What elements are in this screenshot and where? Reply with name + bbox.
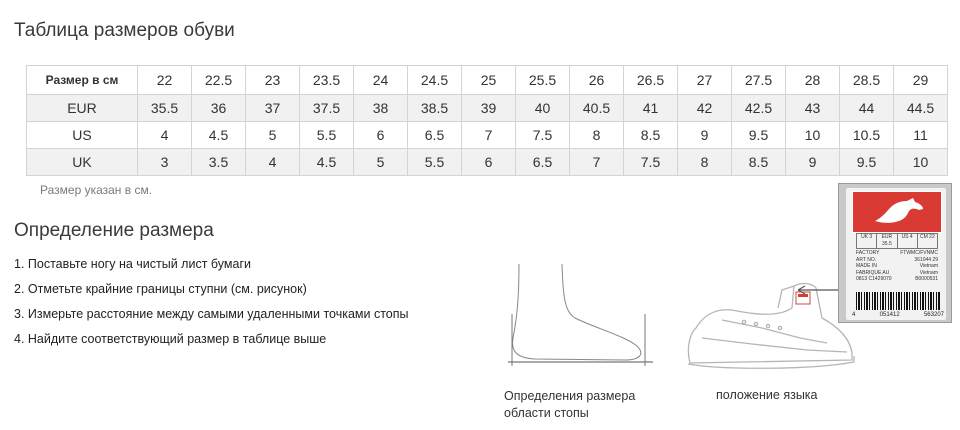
size-cell: 24 — [354, 66, 408, 95]
barcode-digits: 051412 — [879, 312, 900, 318]
step-item: 3. Измерьте расстояние между самыми удаленными точками стопы — [14, 307, 409, 321]
size-cell: 10 — [894, 149, 948, 176]
barcode-digits: 563207 — [923, 312, 944, 318]
label-key: FACTORY — [856, 250, 880, 256]
label-size-cell: CM 22 — [920, 234, 935, 240]
size-cell: 6.5 — [516, 149, 570, 176]
size-cell: 40 — [516, 95, 570, 122]
size-cell: 9.5 — [840, 149, 894, 176]
size-cell: 24.5 — [408, 66, 462, 95]
label-fine-print — [856, 250, 938, 283]
size-cell: 43 — [786, 95, 840, 122]
barcode — [856, 292, 940, 310]
size-cell: 5.5 — [300, 122, 354, 149]
size-cell: 41 — [624, 95, 678, 122]
size-cell: 9 — [786, 149, 840, 176]
size-cell: 22.5 — [192, 66, 246, 95]
label-key: ART NO. — [856, 256, 877, 263]
size-cell: 38 — [354, 95, 408, 122]
foot-caption-line1: Определения размера — [504, 389, 636, 403]
size-table-header-row — [27, 66, 948, 95]
foot-caption — [504, 388, 664, 422]
size-cell: 9.5 — [732, 122, 786, 149]
section-title: Определение размера — [14, 220, 214, 241]
step-item: 4. Найдите соответствующий размер в таблице выше — [14, 332, 327, 346]
label-size-cell: EUR 35.5 — [877, 234, 897, 248]
steps-list — [14, 256, 409, 356]
label-value: Vietnam — [919, 269, 938, 276]
size-cell: 37 — [246, 95, 300, 122]
size-cell: 26 — [570, 66, 624, 95]
size-cell: 4.5 — [300, 149, 354, 176]
shoe-tongue-label-photo — [838, 183, 952, 323]
size-cell: 3.5 — [192, 149, 246, 176]
size-cell: 7 — [570, 149, 624, 176]
label-value: 361044 29 — [914, 256, 938, 263]
brand-band — [852, 191, 942, 233]
size-cell: 28 — [786, 66, 840, 95]
size-cell: 6 — [462, 149, 516, 176]
size-cell: 4 — [138, 122, 192, 149]
label-key: 0813 C1429070 — [856, 276, 892, 282]
size-table-row — [27, 149, 948, 176]
size-cell: 39 — [462, 95, 516, 122]
size-label-card — [846, 188, 946, 320]
size-cell: 38.5 — [408, 95, 462, 122]
size-cell: 8 — [678, 149, 732, 176]
row-label: US — [27, 122, 138, 149]
row-label: EUR — [27, 95, 138, 122]
size-cell: 23.5 — [300, 66, 354, 95]
size-cell: 7.5 — [624, 149, 678, 176]
label-value: B0000531 — [915, 276, 938, 282]
size-cell: 25.5 — [516, 66, 570, 95]
size-cell: 25 — [462, 66, 516, 95]
size-cell: 8.5 — [624, 122, 678, 149]
brand-logo-icon — [869, 195, 927, 227]
label-key: MADE IN — [856, 263, 877, 269]
size-cell: 3 — [138, 149, 192, 176]
size-cell: 27.5 — [732, 66, 786, 95]
foot-caption-line2: области стопы — [504, 406, 589, 420]
label-value: FTWMC/FVNMC — [900, 250, 938, 256]
size-cell: 44.5 — [894, 95, 948, 122]
size-cell: 10 — [786, 122, 840, 149]
label-size-cell: UK 3 — [857, 234, 877, 248]
size-table-row — [27, 122, 948, 149]
size-cell: 42 — [678, 95, 732, 122]
label-key: FABRIQUE AU — [856, 269, 890, 276]
row-label: UK — [27, 149, 138, 176]
label-size-grid — [856, 233, 938, 249]
size-cell: 6.5 — [408, 122, 462, 149]
size-cell: 10.5 — [840, 122, 894, 149]
size-cell: 42.5 — [732, 95, 786, 122]
size-table-row — [27, 95, 948, 122]
size-cell: 9 — [678, 122, 732, 149]
size-cell: 29 — [894, 66, 948, 95]
step-item: 2. Отметьте крайние границы ступни (см. рисунок) — [14, 282, 307, 296]
foot-measure-illustration — [505, 258, 655, 368]
size-cell: 7 — [462, 122, 516, 149]
size-cell: 5.5 — [408, 149, 462, 176]
size-cell: 4.5 — [192, 122, 246, 149]
size-cell: 28.5 — [840, 66, 894, 95]
row-label: Размер в см — [27, 66, 138, 95]
barcode-number — [852, 312, 944, 318]
page-title: Таблица размеров обуви — [14, 20, 235, 41]
barcode-digit: 4 — [852, 312, 856, 318]
table-note: Размер указан в см. — [40, 183, 153, 197]
step-item: 1. Поставьте ногу на чистый лист бумаги — [14, 257, 251, 271]
size-cell: 6 — [354, 122, 408, 149]
size-cell: 35.5 — [138, 95, 192, 122]
label-size-cell: US 4 — [898, 234, 918, 248]
label-value: Vietnam — [919, 263, 938, 269]
size-cell: 40.5 — [570, 95, 624, 122]
size-cell: 23 — [246, 66, 300, 95]
size-cell: 22 — [138, 66, 192, 95]
size-cell: 5 — [354, 149, 408, 176]
size-cell: 37.5 — [300, 95, 354, 122]
size-cell: 26.5 — [624, 66, 678, 95]
size-cell: 27 — [678, 66, 732, 95]
size-cell: 36 — [192, 95, 246, 122]
size-cell: 8 — [570, 122, 624, 149]
size-cell: 44 — [840, 95, 894, 122]
size-cell: 5 — [246, 122, 300, 149]
size-cell: 8.5 — [732, 149, 786, 176]
tongue-caption: положение языка — [716, 388, 818, 402]
size-cell: 7.5 — [516, 122, 570, 149]
size-table — [26, 65, 948, 176]
size-cell: 4 — [246, 149, 300, 176]
size-cell: 11 — [894, 122, 948, 149]
